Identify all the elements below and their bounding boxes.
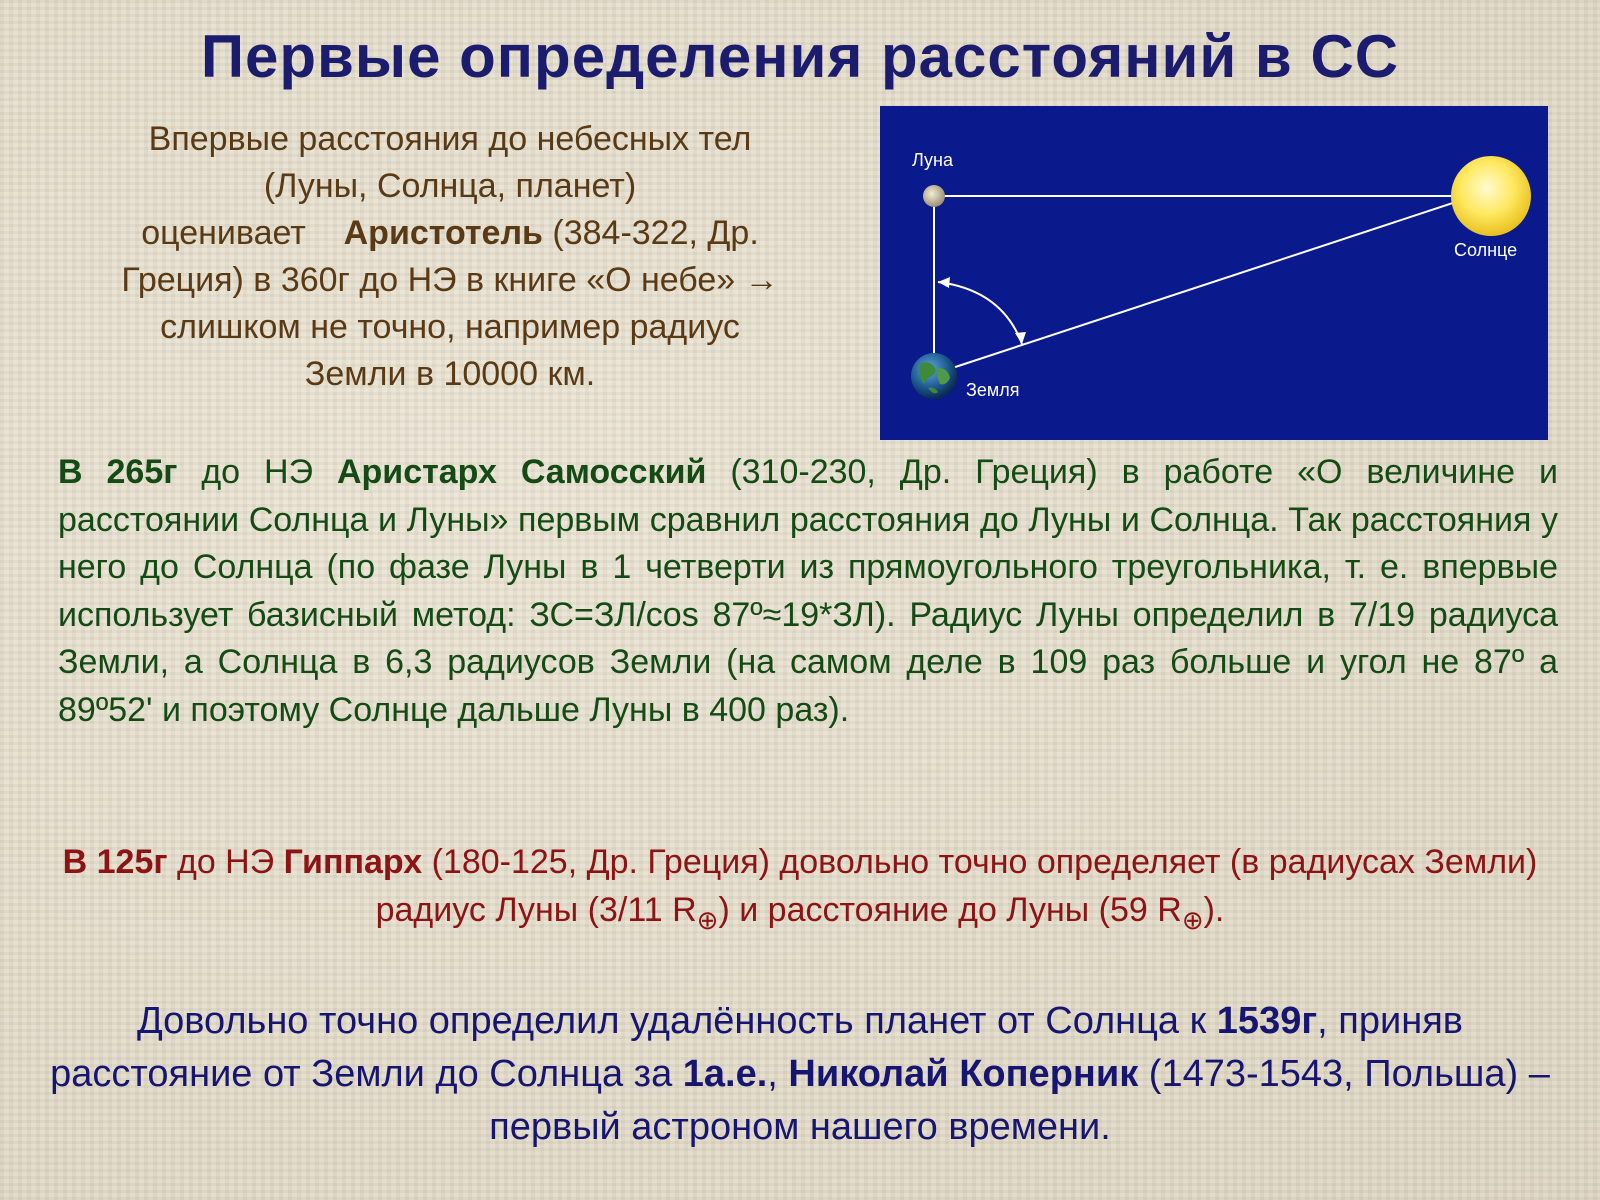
earth-sun-line [934, 196, 1474, 374]
hipparchus-text: ) и расстояние до Луны (59 R [718, 891, 1182, 929]
aristarchus-text: до НЭ [177, 453, 337, 491]
aristotle-name: Аристотель [343, 214, 543, 252]
hipparchus-name: Гиппарх [283, 843, 423, 881]
copernicus-paragraph [50, 995, 1550, 1154]
moon-icon [923, 185, 945, 207]
copernicus-text: , [767, 1053, 789, 1095]
page-title: Первые определения расстояний в СС [200, 23, 1400, 90]
intro-line: (Луны, Солнца, планет) [263, 167, 637, 205]
aristarchus-diagram [880, 106, 1548, 440]
angle-arc [938, 282, 1022, 344]
moon-label: Луна [912, 150, 953, 170]
copernicus-text: , приняв расстояние от Земли до Солнца за [50, 1000, 1463, 1095]
earth-icon [911, 353, 957, 399]
hipparchus-year: В 125г [62, 843, 168, 881]
intro-verb: оценивает [141, 214, 306, 252]
intro-paragraph [50, 116, 850, 398]
sun-icon [1451, 156, 1531, 236]
intro-line: слишком не точно, например радиус [160, 308, 740, 346]
intro-line: Земли в 10000 км. [304, 355, 596, 393]
copernicus-year: 1539г [1216, 1000, 1318, 1042]
intro-line: Впервые расстояния до небесных тел [148, 120, 752, 158]
aristarchus-name: Аристарх Самосский [336, 453, 707, 491]
intro-line: Греция) в 360г до НЭ в книге «О небе» → [121, 261, 779, 299]
sun-label: Солнце [1454, 240, 1518, 260]
intro-dates: (384-322, Др. [542, 214, 759, 252]
copernicus-text: Довольно точно определил удалённость планет от Солнца к [137, 1000, 1217, 1042]
arc-arrow-start [938, 277, 950, 288]
diagram-svg [880, 106, 1548, 440]
earth-symbol: ⊕ [696, 905, 719, 935]
earth-label: Земля [966, 380, 1020, 400]
hipparchus-text: до НЭ [167, 843, 284, 881]
hipparchus-paragraph [50, 838, 1550, 944]
astronomical-unit: 1а.е. [682, 1053, 768, 1095]
hipparchus-text: ). [1203, 891, 1225, 929]
aristarchus-text: (310-230, Др. Греция) в работе «О величине и расстоянии Солнца и Луны» первым сравнил расстояния до Луны и Солнца. Так расстояния у него до Солнца (по фазе Луны в 1 четверти из прямоугольного треугольника, т. е. впервые использует базисный метод: ЗС=ЗЛ/cos 87º≈19*ЗЛ). Радиус Луны определил в 7/19 радиуса Земли, а Солнца в 6,3 радиусов Земли (на самом деле в 109 раз больше и угол не 87º а 89º52' и поэтому Солнце дальше Луны в 400 раз). [58, 453, 1559, 729]
earth-symbol: ⊕ [1181, 905, 1204, 935]
hipparchus-text: (180-125, Др. Греция) довольно точно определяет (в радиусах Земли) радиус Луны (3/11 R [375, 843, 1538, 929]
copernicus-name: Николай Коперник [788, 1053, 1139, 1095]
aristarchus-paragraph [58, 449, 1558, 734]
aristarchus-year: В 265г [58, 453, 178, 491]
intro-line [50, 210, 850, 257]
copernicus-text: (1473-1543, Польша) –первый астроном нашего времени. [489, 1053, 1550, 1148]
